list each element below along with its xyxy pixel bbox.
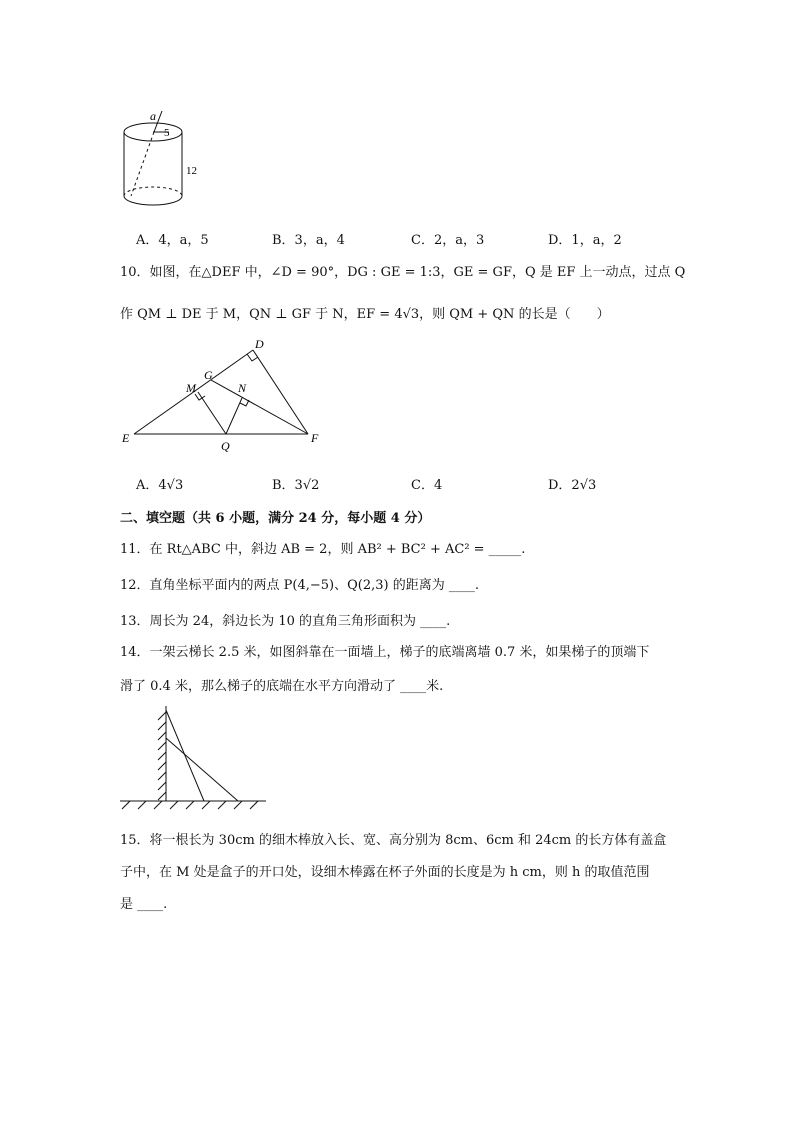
wall-hatching: [158, 712, 166, 800]
ground-hatching: [122, 801, 258, 809]
q10-line2: 作 QM ⊥ DE 于 M，QN ⊥ GF 于 N，EF = 4√3，则 QM + QN 的长是（ ）: [120, 307, 610, 322]
rod-inside: [131, 132, 154, 196]
q11-text: 11．在 Rt△ABC 中，斜边 AB = 2，则 AB² + BC² + AC² = _____.: [120, 542, 526, 557]
q9-option-a: A．4，a，5: [136, 233, 209, 248]
label-f: F: [311, 431, 319, 445]
q10-option-a: A．4√3: [136, 478, 184, 493]
label-m: M: [186, 381, 196, 395]
q10-line1: 10．如图，在△DEF 中，∠D = 90°，DG : GE = 1:3，GE = GF，Q 是 EF 上一动点，过点 Q: [120, 265, 686, 280]
q9-option-b: B．3，a，4: [272, 233, 345, 248]
q12-text: 12．直角坐标平面内的两点 P(4,−5)、Q(2,3) 的距离为 ____.: [120, 578, 480, 593]
q14-line1: 14．一架云梯长 2.5 米，如图斜靠在一面墙上，梯子的底端离墙 0.7 米，如果梯子的顶端下: [120, 645, 650, 660]
cylinder-bottom-front: [124, 196, 182, 205]
q15-line1: 15．将一根长为 30cm 的细木棒放入长、宽、高分别为 8cm、6cm 和 24cm 的长方体有盖盒: [120, 833, 667, 848]
q13-text: 13．周长为 24，斜边长为 10 的直角三角形面积为 ____.: [120, 614, 451, 629]
q14-line2: 滑了 0.4 米，那么梯子的底端在水平方向滑动了 ____米.: [120, 679, 444, 694]
label-5: 5: [164, 127, 170, 139]
q10-option-b: B．3√2: [272, 478, 320, 493]
label-a: a: [150, 109, 156, 123]
segment-gf: [211, 380, 308, 434]
triangle-def-figure: [118, 338, 334, 458]
label-d: D: [255, 338, 264, 351]
q9-option-c: C．2，a，3: [411, 233, 485, 248]
side-df: [253, 350, 308, 434]
label-12: 12: [186, 165, 197, 177]
label-g: G: [204, 368, 213, 382]
label-n: N: [238, 381, 247, 395]
q10-option-d: D．2√3: [548, 478, 597, 493]
label-e: E: [122, 431, 130, 445]
cylinder-figure: [118, 108, 218, 216]
segment-qn: [226, 398, 242, 434]
q9-option-d: D．1，a，2: [548, 233, 622, 248]
q15-line3: 是 ____.: [120, 897, 168, 912]
q15-line2: 子中，在 M 处是盒子的开口处，设细木棒露在杯子外面的长度是为 h cm，则 h 的取值范围: [120, 865, 650, 880]
ladder-original: [166, 710, 204, 801]
section2-title: 二、填空题（共 6 小题，满分 24 分，每小题 4 分）: [120, 511, 431, 526]
q10-option-c: C．4: [411, 478, 443, 493]
label-q: Q: [221, 439, 230, 453]
cylinder-bottom-back: [124, 187, 182, 196]
ladder-figure: [118, 704, 268, 816]
ladder-slid: [166, 738, 238, 801]
